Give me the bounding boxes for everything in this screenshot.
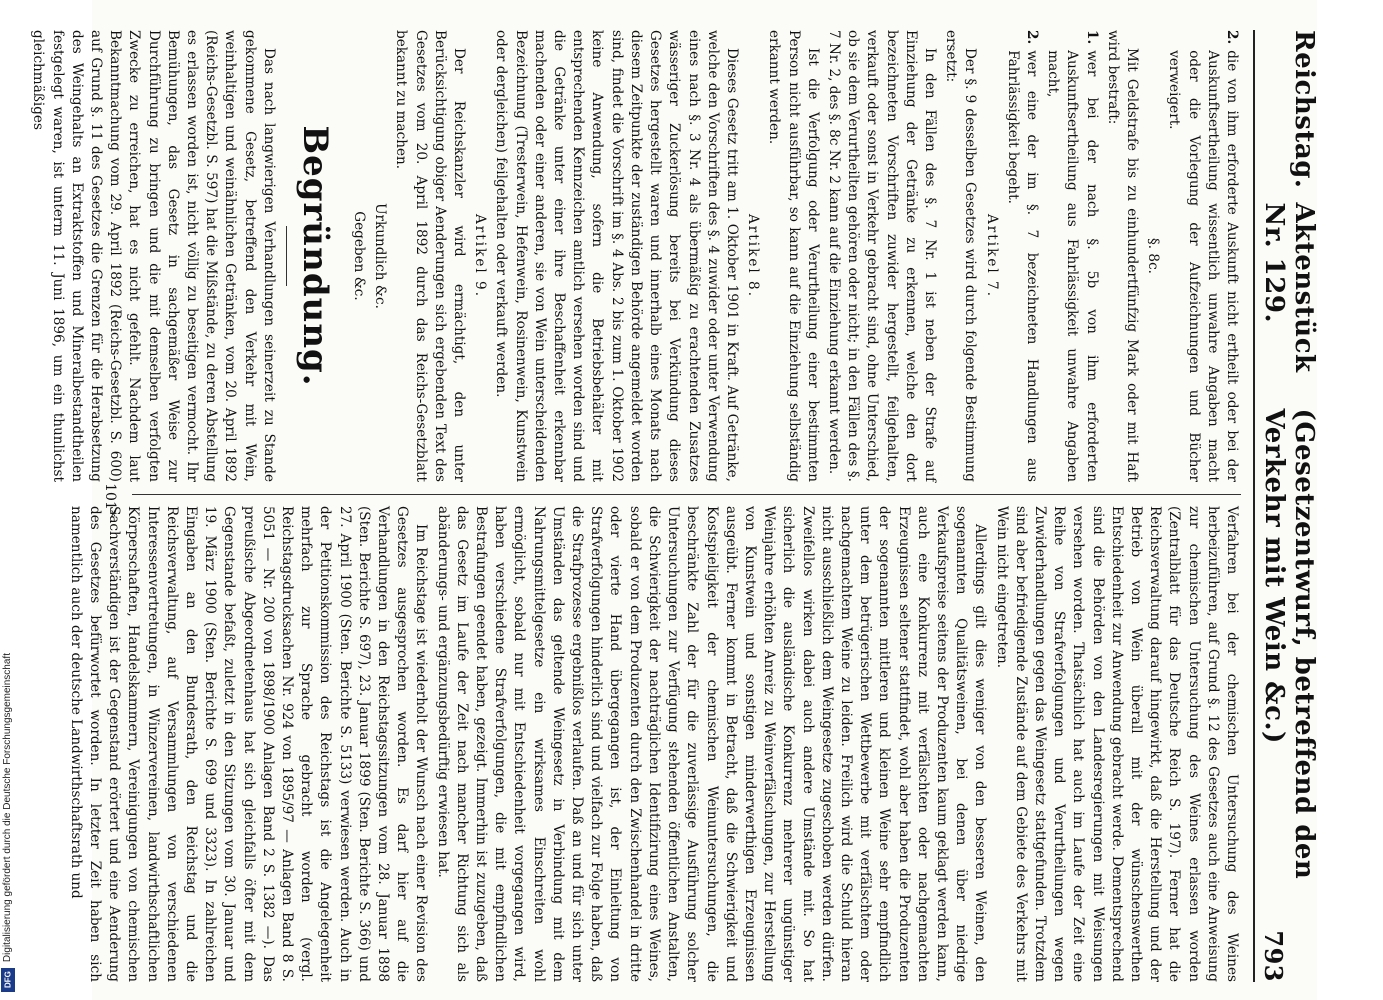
signature-line: Gegeben &c.: [351, 211, 368, 301]
signature-line: Urkundlich &c.: [372, 203, 389, 309]
header-title: (Gesetzentwurf, betreffend den Verkehr mit Wein &c.): [1259, 408, 1319, 880]
list-item: [1164, 30, 1241, 482]
header-reichstag: Reichstag.: [1289, 30, 1319, 189]
page-number: 793: [1259, 930, 1288, 982]
dfg-logo: DFG: [1, 968, 15, 992]
paragraph: Verfahren bei der chemischen Untersuchung des Weines herbeizuführen, auf Grund §. 12 des Gesetzes auch eine Anweisung zur chemischen Untersuchung des Weines erlassen worden (Zentralblatt für das Deutsche Reich S. 197). Ferner hat die Reichsverwaltung darauf hingewirkt, daß die Herstellung und der Betrieb von Wein überall mit der wünschenswerthen Entschiedenheit zur Anwendung gebracht werde. Dementsprechend sind die Behörden von den Landesregierungen mit Weisungen versehen worden. Thatsächlich hat auch im Laufe der Zeit eine Reihe von Strafverfolgungen und Verurtheilungen wegen Zuwiderhandlungen gegen das Weingesetz stattgefunden. Trotzdem sind aber befriedigende Zustände auf dem Gebiete des Verkehrs mit Wein nicht eingetreten.: [993, 506, 1240, 982]
document-page: [30, 0, 1319, 1000]
digitization-credit: Digitalisierung gefördert durch die Deutsche Forschungsgemeinschaft: [2, 652, 13, 962]
paragraph: Allerdings gilt dies weniger von den besseren Weinen, den sogenannten Qualitätsweinen, bei denen über niedrige Verkaufspreise seitens der Produzenten kaum geklagt werden kann, auch eine Konkurrenz mit verfälschten oder nachgemachten Erzeugnissen seltener stattfindet, wohl aber haben die Produzenten der sogenannten mittleren und kleinen Weine sehr empfindlich unter dem betrügerischen Wettbewerbe mit verfälschtem oder nachgemachtem Weine zu leiden. Freilich wird die Schuld hieran nicht ausschließlich dem Weingesetze zugeschoben werden dürfen. Zweifellos wirken dabei auch andere Umstände mit. So hat sicherlich die ausländische Konkurrenz mehrerer ungünstiger Weinjahre erhöhten Anreiz zu Weinverfälschungen, zur Herstellung von Kunstwein und sonstigen minderwerthigen Erzeugnissen ausgeübt. Ferner kommt in Betracht, daß die Schwierigkeit und Kostspieligkeit der chemischen Weinuntersuchungen, die beschränkte Zahl der für die zuverlässige Ausführung solcher Untersuchungen zur Verfügung stehenden öffentlichen Anstalten, die Schwierigkeit der nachträglichen Identifizirung eines Weines, sobald er von dem Produzenten durch den Zwischenhandel in dritte oder vierte Hand übergegangen ist, der Einleitung von Strafverfolgungen hinderlich sind und vielfach zur Folge haben, daß die Strafprozesse ergebnißlos verlaufen. Daß an und für sich unter Umständen das geltende Weingesetz in Verbindung mit dem Nahrungsmittelgesetze ein wirksames Einschreiten wohl ermöglicht, sobald nur mit Entschiedenheit vorgegangen wird, haben verschiedene Strafverfolgungen, die mit empfindlichen Bestrafungen geendet haben, gezeigt. Immerhin ist zuzugeben, daß das Gesetz im Laufe der Zeit nach mancher Richtung sich als abänderungs- und ergänzungsbedürftig erwiesen hat.: [434, 506, 989, 982]
list-text: wer bei der nach §. 5b von ihm erforderten Auskunftsertheilung aus Fahrlässigkeit unwahre Angaben macht,: [1045, 50, 1100, 482]
article-label: Artikel 9.: [472, 213, 489, 299]
paragraph: Das nach langwierigen Verhandlungen seinerzeit zu Stande gekommene Gesetz, betreffend den Verkehr mit Wein, weinhaltigen und weinähnlichen Getränken, vom 20. April 1892 (Reichs-Gesetzbl. S. 597) hat die Mißstände, zu deren Abstellung es erlassen worden ist, nicht völlig zu beseitigen vermocht. Ihr Bemühungen, das Gesetz in sachgemäßer Weise zur Durchführung zu bringen und die mit demselben verfolgten Zwecke zu erreichen, hat es nicht gefehlt. Nachdem laut Bekanntmachung vom 29. April 1892 (Reichs-Gesetzbl. S. 600) auf Grund §. 11 des Gesetzes die Grenzen für die Herabsetzung des Weingehalts an Extraktstoffen und Mineralbestandtheilen festgelegt waren, ist unterm 11. Juni 1896, um ein thunlichst gleichmäßiges: [30, 30, 277, 482]
paragraph: Mit Geldstrafe bis zu einhundertfünfzig Mark oder mit Haft wird bestraft:: [1104, 30, 1140, 482]
paragraph: In den Fällen des §. 7 Nr. 1 ist neben der Strafe auf Einziehung der Getränke zu erkennen, welche den dort bezeichneten Vorschriften zuwider hergestellt, feilgehalten, verkauft oder sonst in Verkehr gebracht sind, ohne Unterschied, ob sie dem Verurtheilten gehören oder nicht; in den Fällen des §. 7 Nr. 2, des §. 8c Nr. 2 kann auf die Einziehung erkannt werden.: [825, 30, 938, 482]
right-column: [67, 506, 1241, 982]
paragraph: Der §. 9 desselben Gesetzes wird durch folgende Bestimmung ersetzt:: [943, 30, 979, 482]
list-item: [1003, 30, 1041, 482]
list-text: wer eine der im §. 7 bezeichneten Handlungen aus Fahrlässigkeit begeht.: [1004, 50, 1040, 482]
left-column: [30, 30, 1241, 482]
list-number: 2.: [1023, 30, 1040, 45]
divider: [286, 226, 287, 286]
paragraph: Im Reichstage ist wiederholt der Wunsch nach einer Revision des Gesetzes ausgesprochen worden. Es darf hier auf die Verhandlungen in den Reichstagssitzungen vom 28. Januar 1898 (Sten. Berichte S. 697), 23. Januar 1899 (Sten. Berichte S. 366) und 27. April 1900 (Sten. Berichte S. 5133) verwiesen werden. Auch in der Petitionskommission des Reichstags ist die Angelegenheit mehrfach zur Sprache gebracht worden (vergl. Reichstagsdrucksachen Nr. 924 von 1895/97 — Anlagen Band 8 S. 5051 — Nr. 200 von 1898/1900 Anlagen Band 2 S. 1382 —). Das preußische Abgeordnetenhaus hat sich gleichfalls öfter mit dem Gegenstande befaßt, zuletzt in den Sitzungen vom 30. Januar und 19. März 1900 (Sten. Berichte S. 699 und 3323). In zahlreichen Eingaben an den Bundesrath, den Reichstag und die Reichsverwaltung, auf Versammlungen von verschiedenen Interessenvertretungen, in Winzervereinen, landwirthschaftlichen Körperschaften, Handelskammern, Vereinigungen von chemischen Sachverständigen ist der Gegenstand erörtert und eine Aenderung des Gesetzes befürwortet worden. In letzter Zeit haben sich namentlich auch der deutsche Landwirthschaftsrath und: [67, 506, 430, 982]
article-label: Artikel 8.: [745, 213, 762, 299]
paragraph: Der Reichskanzler wird ermächtigt, den unter Berücksichtigung obiger Aenderungen sich ergebenden Text des Gesetzes vom 20. April 1892 durch das Reichs-Gesetzblatt bekannt zu machen.: [393, 30, 468, 482]
page-header: [1253, 30, 1319, 982]
paragraph: Ist die Verfolgung oder Verurtheilung einer bestimmten Person nicht ausführbar, so kann auf die Einziehung selbständig erkannt werden.: [766, 30, 821, 482]
sidebar: [0, 0, 18, 1000]
list-item: [1043, 30, 1101, 482]
article-label: Artikel 7.: [983, 213, 1000, 299]
list-number: 1.: [1083, 30, 1100, 45]
section-heading: Begründung.: [294, 125, 335, 387]
signature-mark: 101*: [102, 483, 118, 517]
list-number: 2.: [1224, 30, 1240, 45]
section-label: §. 8c.: [1145, 237, 1162, 275]
paragraph: Dieses Gesetz tritt am 1. Oktober 1901 in Kraft. Auf Getränke, welche den Vorschriften des §. 4 zuwider oder unter Verwendung eines nach §. 3 Nr. 4 als übermäßig zu erachtenden Zusatzes wässeriger Zuckerlösung bereits bei Verkündung dieses Gesetzes hergestellt waren und innerhalb eines Monats nach diesem Zeitpunkte der zuständigen Behörde angemeldet worden sind, findet die Vorschrift im §. 4 Abs. 2 bis zum 1. Oktober 1902 keine Anwendung, sofern die Betriebsbehälter mit entsprechenden Kennzeichen amtlich versehen worden sind und die Getränke unter einer ihre Beschaffenheit erkennbar machenden oder einer anderen, sie von Wein unterscheidenden Bezeichnung (Tresterwein, Hefenwein, Rosinenwein, Kunstwein oder dergleichen) feilgehalten oder verkauft werden.: [493, 30, 740, 482]
column-divider: [132, 494, 1241, 495]
list-text: die von ihm erforderte Auskunft nicht ertheilt oder bei der Auskunftsertheilung wissentlich unwahre Angaben macht oder die Vorlegung der Aufzeichnungen und Bücher verweigert.: [1166, 50, 1240, 482]
header-document-number: Aktenstück Nr. 129.: [1259, 202, 1319, 373]
